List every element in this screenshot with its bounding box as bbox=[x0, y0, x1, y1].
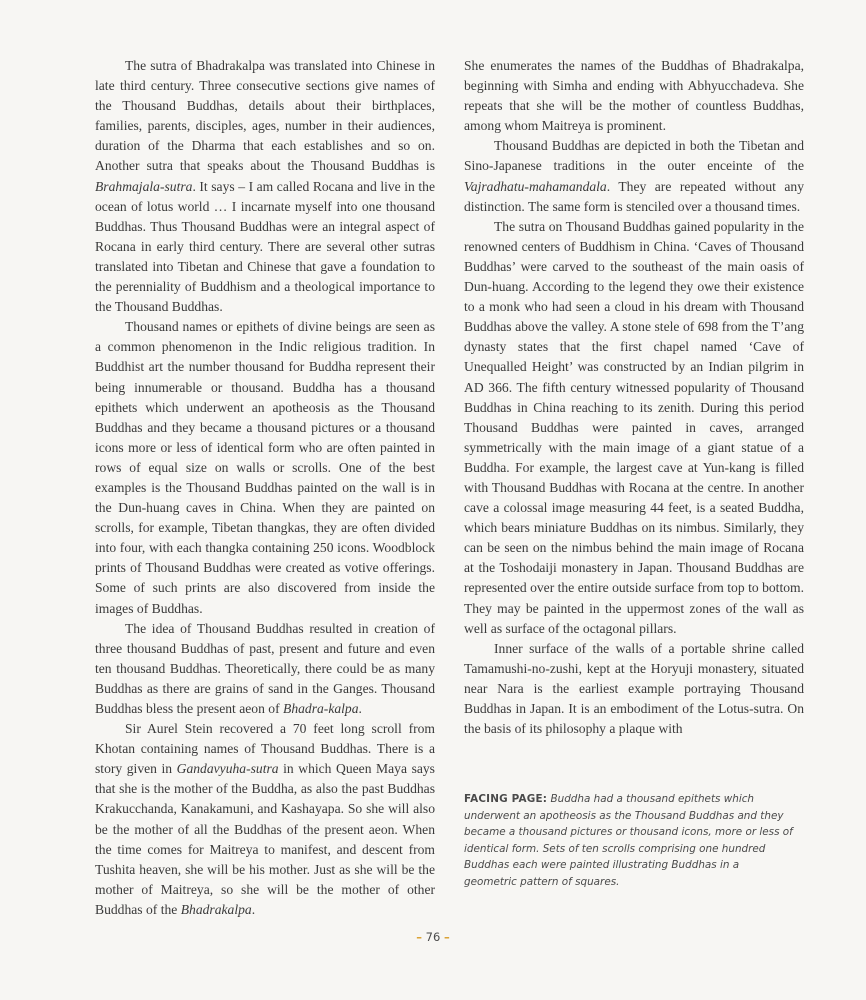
paragraph bbox=[95, 719, 435, 920]
page-footer bbox=[0, 930, 866, 944]
text-run: . bbox=[251, 901, 256, 917]
figure-caption bbox=[464, 791, 794, 891]
caption-label: FACING PAGE: bbox=[464, 793, 548, 805]
paragraph: The sutra on Thousand Buddhas gained popularity in the renowned centers of Buddhism in China. ‘Caves of Thousand Buddhas’ were carved to the southeast of the main oasis of Dun-huang. According to the legend they owe their existence to a monk who had seen a cloud in his dream with Thousand Buddhas above the valley. A stone stele of 698 from the T’ang dynasty states that the first chapel named ‘Cave of Unequalled Height’ was constructed by an Indian pilgrim in AD 366. The fifth century witnessed popularity of Thousand Buddhas in China reaching to its zenith. During this period Thousand Buddhas were painted in caves, arranged symmetrically with the main image of a giant statue of a Buddha. For example, the largest cave at Yun-kang is filled with Thousand Buddhas with Rocana at the centre. In another cave a colossal image measuring 44 feet, is a seated Buddha, which bears miniature Buddhas on its nimbus. Similarly, they can be seen on the nimbus behind the main image of Rocana at the Toshodaiji monastery in Japan. Thousand Buddhas are represented over the entire outside surface from top to bottom. They may be painted in the uppermost zones of the wall as well as surface of the octagonal pillars. bbox=[464, 218, 804, 636]
text-run: Sir Aurel Stein recovered a 70 feet long scroll from Khotan containing names of Thousand Buddhas. There is a story given in bbox=[95, 721, 435, 777]
paragraph bbox=[464, 136, 804, 216]
paragraph: She enumerates the names of the Buddhas of Bhadrakalpa, beginning with Simha and ending with Abhyucchadeva. She repeats that she will be the mother of countless Buddhas, among whom Maitreya is prominent. bbox=[464, 58, 804, 134]
caption-text: Buddha had a thousand epithets which underwent an apotheosis as the Thousand Buddhas and they became a thousand pictures or thousand icons, more or less of identical form. Sets of ten scrolls comprising one hundred Buddhas each were painted illustrating Buddhas in a geometric pattern of squares. bbox=[464, 793, 793, 888]
italic-title: Bhadra-kalpa bbox=[283, 701, 359, 716]
right-column bbox=[464, 56, 804, 739]
text-run: . They are repeated without any distinction. The same form is stenciled over a thousand times. bbox=[464, 178, 804, 214]
text-run: . bbox=[358, 701, 362, 716]
footer-dash-left: – bbox=[416, 930, 423, 944]
italic-title: Gandavyuha-sutra bbox=[176, 761, 279, 777]
text-run: Thousand Buddhas are depicted in both the Tibetan and Sino-Japanese traditions in the outer enceinte of the bbox=[464, 138, 804, 174]
italic-title: Bhadrakalpa bbox=[180, 901, 252, 917]
text-run: in which Queen Maya says that she is the mother of the Buddha, as also the past Buddhas Krakucchanda, Kanakamuni, and Kashayapa. So she will also be the mother of all the Buddhas of the present aeon. When the time comes for Maitreya to manifest, and descent from Tushita heaven, she will be his mother. Just as she will be the mother of Maitreya, so she will be the mother of other Buddhas of the bbox=[95, 761, 435, 917]
paragraph bbox=[95, 56, 435, 317]
page-number: 76 bbox=[425, 930, 441, 944]
paragraph: Inner surface of the walls of a portable shrine called Tamamushi-no-zushi, kept at the Horyuji monastery, situated near Nara is the earliest example portraying Thousand Buddhas in Japan. It is an embodiment of the Lotus-sutra. On the basis of its philosophy a plaque with bbox=[464, 640, 804, 737]
italic-title: Vajradhatu-mahamandala bbox=[464, 178, 607, 194]
text-run: The sutra of Bhadrakalpa was translated into Chinese in late third century. Three consecutive sections give names of the Thousand Buddhas, details about their birthplaces, families, parents, disciples, ages, number in their audiences, duration of the Dharma that each establishes and so on. Another sutra that speaks about the Thousand Buddhas is bbox=[95, 58, 435, 174]
italic-title: Brahmajala-sutra bbox=[95, 178, 193, 194]
paragraph bbox=[95, 619, 435, 719]
paragraph: Thousand names or epithets of divine beings are seen as a common phenomenon in the Indic religious tradition. In Buddhist art the number thousand for Buddha represent their being innumerable or thousand. Buddha has a thousand epithets which underwent an apotheosis as the Thousand Buddhas and they became a thousand pictures or a thousand icons more or less of identical form who are often painted in rows of equal size on walls or scrolls. One of the best examples is the Thousand Buddhas painted on the wall is in the Dun-huang caves in China. When they are painted on scrolls, for example, Tibetan thangkas, they are often divided into four, with each thangka containing 250 icons. Woodblock prints of Thousand Buddhas were created as votive offerings. Some of such prints are also discovered from inside the images of Buddhas. bbox=[95, 319, 435, 616]
text-run: . It says – I am called Rocana and live in the ocean of lotus world … I incarnate myself into one thousand Buddhas. Thus Thousand Buddhas were an integral aspect of Rocana in early third century. There are several other sutras translated into Tibetan and Chinese that gave a foundation to the perenniality of Buddhism and a theological importance to the Thousand Buddhas. bbox=[95, 178, 435, 315]
footer-dash-right: – bbox=[443, 930, 450, 944]
left-column bbox=[95, 56, 435, 920]
text-run: The idea of Thousand Buddhas resulted in creation of three thousand Buddhas of past, present and future and even ten thousand Buddhas. Theoretically, there could be as many Buddhas as there are grains of sand in the Ganges. Thousand Buddhas bless the present aeon of bbox=[95, 620, 435, 716]
